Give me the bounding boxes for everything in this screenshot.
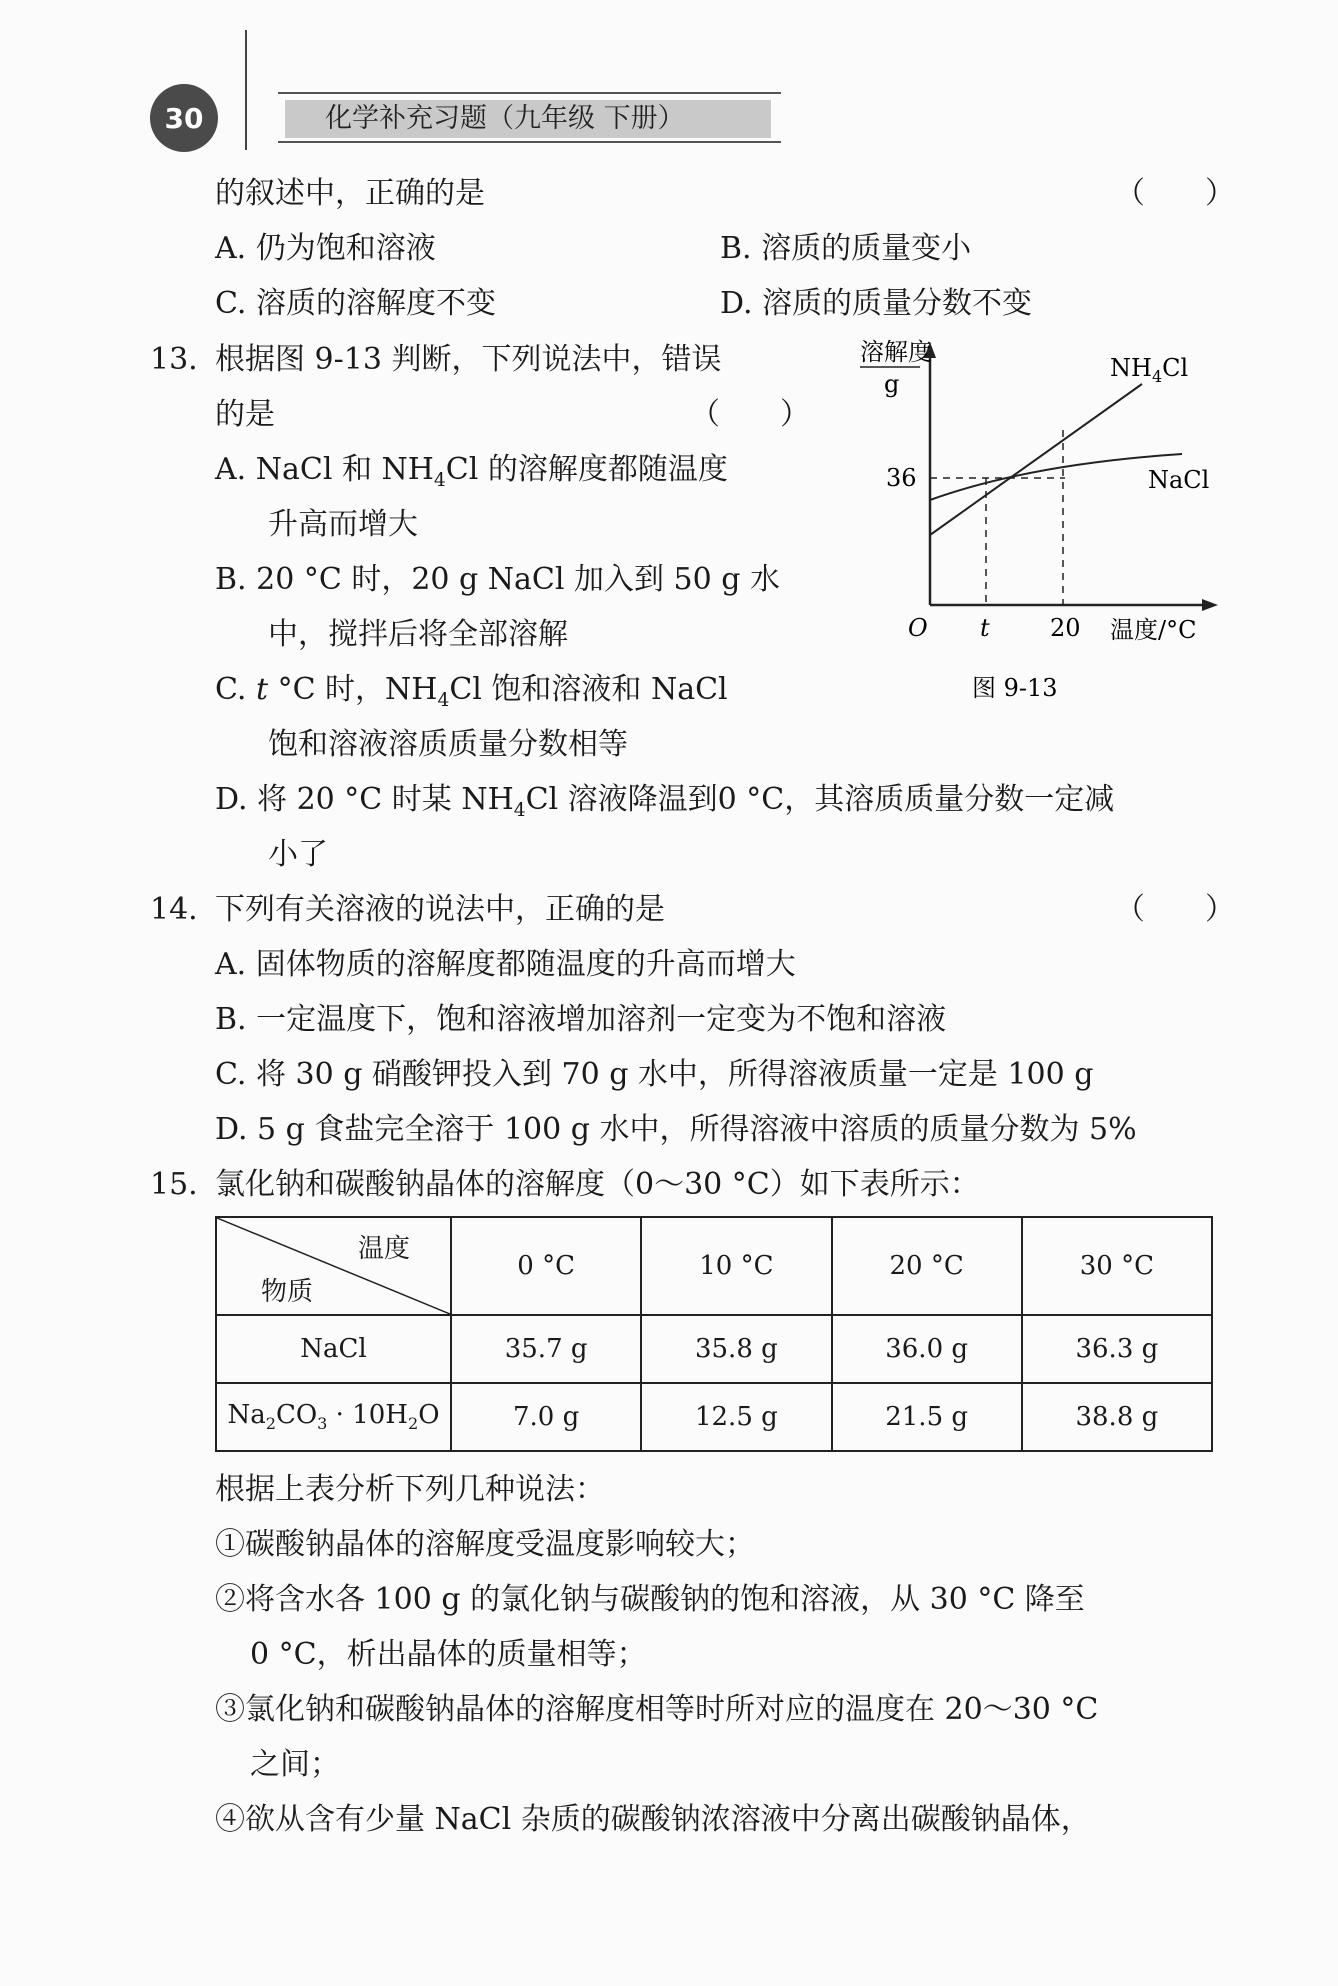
col-header-20c: 20 °C: [832, 1217, 1022, 1315]
solubility-table: [215, 1216, 1213, 1452]
table-row: [216, 1315, 1212, 1383]
line-nacl: [930, 454, 1182, 500]
q12-option-d: D. 溶质的质量分数不变: [720, 286, 1033, 321]
q15-statement-2-line1: ②将含水各 100 g 的氯化钠与碳酸钠的饱和溶液，从 30 °C 降至: [215, 1582, 1085, 1617]
q15-statement-4: ④欲从含有少量 NaCl 杂质的碳酸钠浓溶液中分离出碳酸钠晶体，: [215, 1802, 1091, 1837]
q13-stem-line1: 根据图 9-13 判断，下列说法中，错误: [215, 342, 722, 377]
q15-statement-3-line2: 之间；: [250, 1747, 340, 1782]
book-title: 化学补充习题（九年级 下册）: [285, 100, 771, 138]
corner-diagonal: [217, 1218, 450, 1314]
solubility-chart: [820, 330, 1240, 720]
corner-substance-label: 物质: [261, 1277, 314, 1307]
q13-option-d-line2: 小了: [268, 837, 328, 872]
page-number: 30: [150, 84, 218, 152]
table-header-row: [216, 1217, 1212, 1315]
header-rule-top: [278, 92, 781, 94]
row-label-na2co3: $Na_2CO_3 \cdot 10H_2O$: [216, 1383, 451, 1451]
q12-answer-bracket: （ ）: [1115, 176, 1235, 211]
q15-statement-3-line1: ③氯化钠和碳酸钠晶体的溶解度相等时所对应的温度在 20～30 °C: [215, 1692, 1099, 1727]
q13-option-c-line2: 饱和溶液溶质质量分数相等: [268, 727, 628, 762]
table-cell: 36.3 g: [1022, 1315, 1212, 1383]
corner-temperature-label: 温度: [357, 1234, 410, 1264]
line-nh4cl: [930, 384, 1142, 535]
table-cell: 7.0 g: [451, 1383, 641, 1451]
q14-option-b: B. 一定温度下，饱和溶液增加溶剂一定变为不饱和溶液: [215, 1002, 947, 1037]
q12-stem-tail: 的叙述中，正确的是: [215, 176, 485, 211]
q13-number: 13.: [150, 342, 198, 377]
header-rule-bottom: [278, 141, 781, 143]
q15-stem: 氯化钠和碳酸钠晶体的溶解度（0～30 °C）如下表所示：: [215, 1167, 980, 1202]
x-label: 温度/°C: [1110, 616, 1197, 644]
y-tick-36: 36: [886, 464, 917, 492]
q15-statement-2-line2: 0 °C，析出晶体的质量相等；: [250, 1637, 647, 1672]
q14-stem: 下列有关溶液的说法中，正确的是: [215, 892, 665, 927]
x-tick-t: t: [980, 614, 990, 642]
q14-option-a: A. 固体物质的溶解度都随温度的升高而增大: [215, 947, 796, 982]
col-header-30c: 30 °C: [1022, 1217, 1212, 1315]
series-label-nh4cl: $NH_4Cl$: [1110, 354, 1189, 386]
table-row: [216, 1383, 1212, 1451]
q12-option-a: A. 仍为饱和溶液: [215, 231, 436, 266]
table-cell: 21.5 g: [832, 1383, 1022, 1451]
q14-option-d: D. 5 g 食盐完全溶于 100 g 水中，所得溶液中溶质的质量分数为 5%: [215, 1112, 1137, 1147]
table-cell: 35.8 g: [641, 1315, 831, 1383]
q14-answer-bracket: （ ）: [1115, 892, 1235, 927]
q12-option-c: C. 溶质的溶解度不变: [215, 286, 496, 321]
x-axis-arrow: [1202, 599, 1218, 611]
y-label-line2: g: [884, 370, 900, 398]
q13-option-a-line2: 升高而增大: [268, 507, 418, 542]
q13-option-b-line1: B. 20 °C 时，20 g NaCl 加入到 50 g 水: [215, 562, 780, 597]
q13-stem-line2: 的是: [215, 397, 275, 432]
table-cell: 36.0 g: [832, 1315, 1022, 1383]
x-tick-20: 20: [1050, 614, 1081, 642]
y-label-line1: 溶解度: [860, 338, 932, 366]
origin-label: O: [908, 614, 928, 642]
q13-option-b-line2: 中，搅拌后将全部溶解: [268, 617, 568, 652]
q13-answer-bracket: （ ）: [690, 397, 810, 432]
q15-number: 15.: [150, 1167, 198, 1202]
q15-analysis-intro: 根据上表分析下列几种说法：: [215, 1472, 605, 1507]
table-cell: 35.7 g: [451, 1315, 641, 1383]
q12-option-b: B. 溶质的质量变小: [720, 231, 972, 266]
figure-caption: 图 9-13: [972, 674, 1058, 702]
q14-number: 14.: [150, 892, 198, 927]
q13-option-c-line1: C. t °C 时，$NH_4Cl$ 饱和溶液和 NaCl: [215, 672, 728, 711]
q14-option-c: C. 将 30 g 硝酸钾投入到 70 g 水中，所得溶液质量一定是 100 g: [215, 1057, 1094, 1092]
header-vertical-rule: [245, 30, 247, 150]
series-label-nacl: NaCl: [1148, 466, 1210, 494]
col-header-10c: 10 °C: [641, 1217, 831, 1315]
table-cell: 12.5 g: [641, 1383, 831, 1451]
row-label-nacl: NaCl: [216, 1315, 451, 1383]
table-corner-cell: [216, 1217, 451, 1315]
col-header-0c: 0 °C: [451, 1217, 641, 1315]
q13-option-d-line1: D. 将 20 °C 时某 $NH_4Cl$ 溶液降温到0 °C，其溶质质量分数一定减: [215, 782, 1115, 821]
q13-option-a-line1: A. NaCl 和 $NH_4Cl$ 的溶解度都随温度: [215, 452, 728, 491]
q15-statement-1: ①碳酸钠晶体的溶解度受温度影响较大；: [215, 1527, 755, 1562]
table-cell: 38.8 g: [1022, 1383, 1212, 1451]
